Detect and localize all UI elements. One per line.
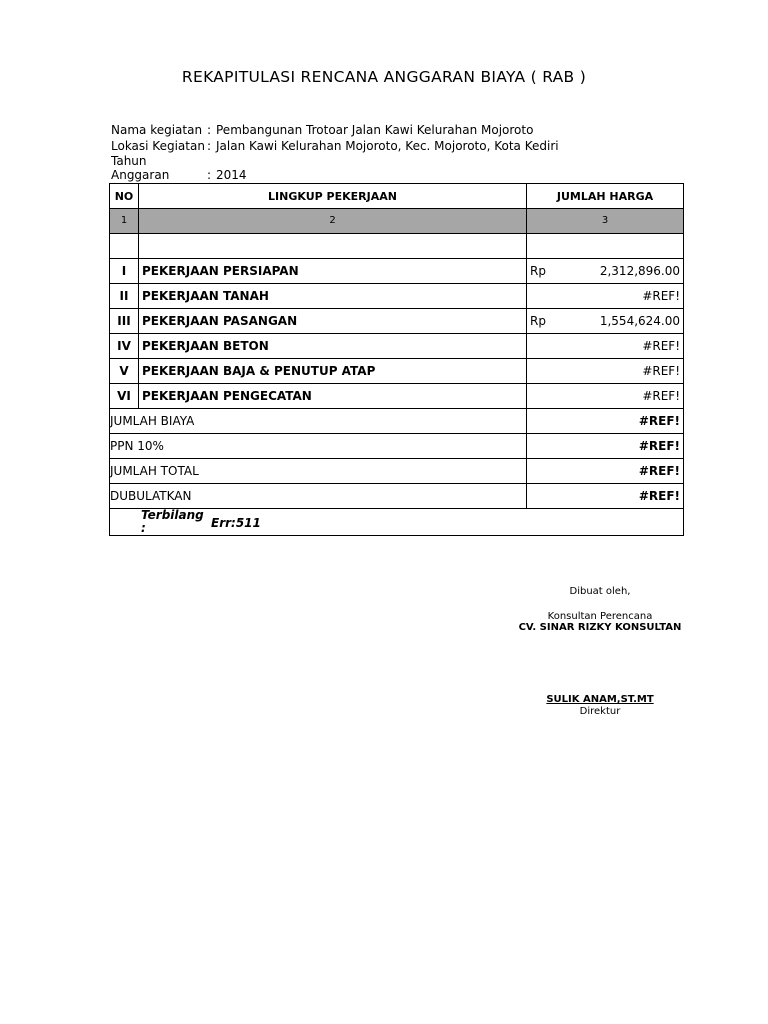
col-number: 2	[139, 209, 527, 234]
row-name: PEKERJAAN BAJA & PENUTUP ATAP	[139, 359, 527, 384]
header-no: NO	[110, 184, 139, 209]
row-value: 2,312,896.00	[599, 264, 680, 278]
made-by-label: Dibuat oleh,	[569, 586, 631, 597]
row-harga	[527, 334, 684, 359]
info-separator: :	[207, 139, 212, 153]
col-number: 3	[527, 209, 684, 234]
summary-label: JUMLAH BIAYA	[110, 409, 527, 434]
row-name: PEKERJAAN PERSIAPAN	[139, 259, 527, 284]
col-number: 1	[110, 209, 139, 234]
row-harga	[527, 259, 684, 284]
table-row	[110, 334, 684, 359]
row-no: V	[110, 359, 139, 384]
terbilang-row	[110, 509, 684, 536]
summary-value: #REF!	[527, 484, 684, 509]
row-value: #REF!	[642, 289, 680, 303]
summary-label: JUMLAH TOTAL	[110, 459, 527, 484]
info-row-nama-kegiatan	[111, 123, 533, 137]
terbilang-label: Terbilang :	[141, 508, 204, 535]
column-number-row	[110, 209, 684, 234]
info-row-tahun-anggaran	[111, 154, 247, 182]
row-value: 1,554,624.00	[599, 314, 680, 328]
row-no: IV	[110, 334, 139, 359]
row-currency: Rp	[530, 314, 546, 328]
row-value: #REF!	[642, 339, 680, 353]
row-name: PEKERJAAN PASANGAN	[139, 309, 527, 334]
row-no: I	[110, 259, 139, 284]
summary-label: DUBULATKAN	[110, 484, 527, 509]
signer-name-wrap	[500, 694, 700, 705]
info-value: Pembangunan Trotoar Jalan Kawi Kelurahan Mojoroto	[216, 123, 534, 137]
table-header-row	[110, 184, 684, 209]
header-harga: JUMLAH HARGA	[527, 184, 684, 209]
signer-company: CV. SINAR RIZKY KONSULTAN	[518, 622, 682, 633]
row-harga	[527, 284, 684, 309]
summary-value: #REF!	[527, 409, 684, 434]
rab-table	[109, 183, 684, 536]
info-label: Lokasi Kegiatan	[111, 139, 205, 153]
summary-row-jumlah-total	[110, 459, 684, 484]
row-no: II	[110, 284, 139, 309]
row-value: #REF!	[642, 364, 680, 378]
terbilang-value: Err:511	[211, 516, 261, 530]
info-row-lokasi-kegiatan	[111, 139, 559, 153]
info-label: Nama kegiatan	[111, 123, 203, 137]
info-value: 2014	[216, 168, 247, 182]
info-separator: :	[207, 123, 212, 137]
row-no: VI	[110, 384, 139, 409]
signer-position: Direktur	[579, 706, 621, 717]
info-label: Tahun Anggaran	[111, 154, 170, 182]
summary-row-jumlah-biaya	[110, 409, 684, 434]
table-row	[110, 259, 684, 284]
info-separator: :	[207, 168, 212, 182]
row-currency: Rp	[530, 264, 546, 278]
row-harga	[527, 359, 684, 384]
row-name: PEKERJAAN BETON	[139, 334, 527, 359]
table-row	[110, 284, 684, 309]
signer-role: Konsultan Perencana	[547, 611, 653, 622]
summary-value: #REF!	[527, 459, 684, 484]
info-value: Jalan Kawi Kelurahan Mojoroto, Kec. Mojoroto, Kota Kediri	[216, 139, 559, 153]
row-no: III	[110, 309, 139, 334]
signer-name: SULIK ANAM,ST.MT	[546, 694, 654, 705]
table-row	[110, 359, 684, 384]
summary-value: #REF!	[527, 434, 684, 459]
table-row	[110, 384, 684, 409]
row-value: #REF!	[642, 389, 680, 403]
table-row	[110, 309, 684, 334]
summary-row-ppn	[110, 434, 684, 459]
summary-row-dibulatkan	[110, 484, 684, 509]
document-title: REKAPITULASI RENCANA ANGGARAN BIAYA ( RAB )	[181, 68, 587, 86]
header-lingkup: LINGKUP PEKERJAAN	[139, 184, 527, 209]
summary-label: PPN 10%	[110, 434, 527, 459]
row-name: PEKERJAAN TANAH	[139, 284, 527, 309]
row-harga	[527, 384, 684, 409]
blank-row	[110, 234, 684, 259]
row-name: PEKERJAAN PENGECATAN	[139, 384, 527, 409]
row-harga	[527, 309, 684, 334]
